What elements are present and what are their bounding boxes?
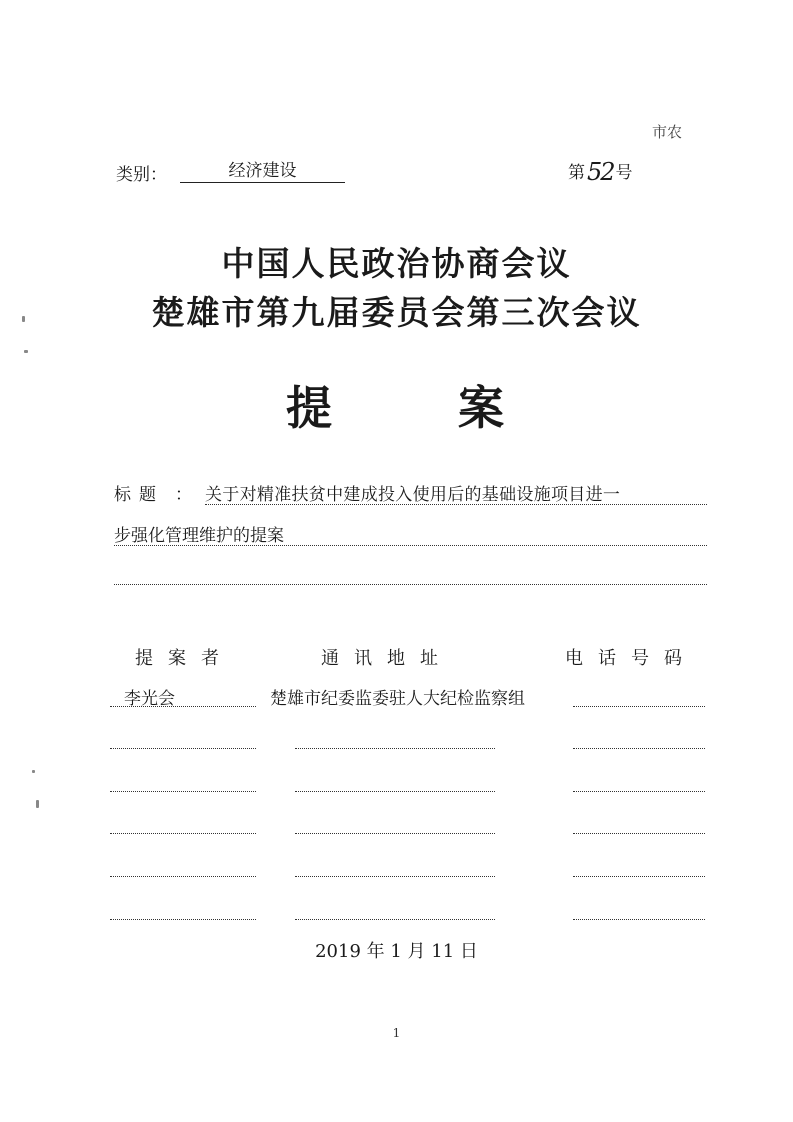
row-6-phone [573, 897, 705, 920]
row-4-address [295, 811, 495, 834]
subject-line-1: 关于对精准扶贫中建成投入使用后的基础设施项目进一 [205, 480, 707, 505]
number-value: 52 [587, 158, 614, 186]
row-1-proposer: 李光会 [110, 684, 256, 707]
header-address: 通讯地址 [321, 648, 453, 669]
scan-speck [22, 316, 25, 322]
category-value: 经济建设 [180, 160, 345, 183]
title-line-2: 楚雄市第九届委员会第三次会议 [151, 293, 642, 332]
subject-line-3 [114, 564, 707, 585]
header-phone: 电话号码 [565, 648, 697, 669]
subject-colon: ： [175, 485, 192, 505]
number-prefix: 第 [568, 163, 585, 183]
row-5-proposer [110, 854, 256, 877]
row-2-proposer [110, 726, 256, 749]
title-line-1: 中国人民政治协商会议 [221, 244, 572, 283]
row-3-proposer [110, 769, 256, 792]
row-6-address [295, 897, 495, 920]
row-6-proposer [110, 897, 256, 920]
row-4-phone [573, 811, 705, 834]
row-4-proposer [110, 811, 256, 834]
corner-annotation: 市农 [652, 123, 683, 141]
header-proposer: 提案者 [135, 648, 234, 669]
page-number: 1 [392, 1026, 401, 1040]
row-2-address [295, 726, 495, 749]
row-3-phone [573, 769, 705, 792]
row-1-phone [573, 684, 705, 707]
row-3-address [295, 769, 495, 792]
submission-date: 2019 年 1 月 11 日 [315, 941, 478, 962]
number-suffix: 号 [615, 163, 633, 183]
doc-type-char-1: 提 [286, 381, 332, 435]
subject-line-2: 步强化管理维护的提案 [114, 521, 707, 546]
row-2-phone [573, 726, 705, 749]
doc-type-char-2: 案 [458, 381, 504, 435]
subject-label: 标题 [114, 485, 164, 505]
category-label: 类别： [116, 165, 167, 185]
row-1-address: 楚雄市纪委监委驻人大纪检监察组 [270, 689, 525, 709]
scan-speck [32, 770, 35, 773]
scan-speck [36, 800, 39, 808]
row-5-address [295, 854, 495, 877]
proposal-number [568, 158, 633, 186]
row-5-phone [573, 854, 705, 877]
scan-speck [24, 350, 28, 353]
